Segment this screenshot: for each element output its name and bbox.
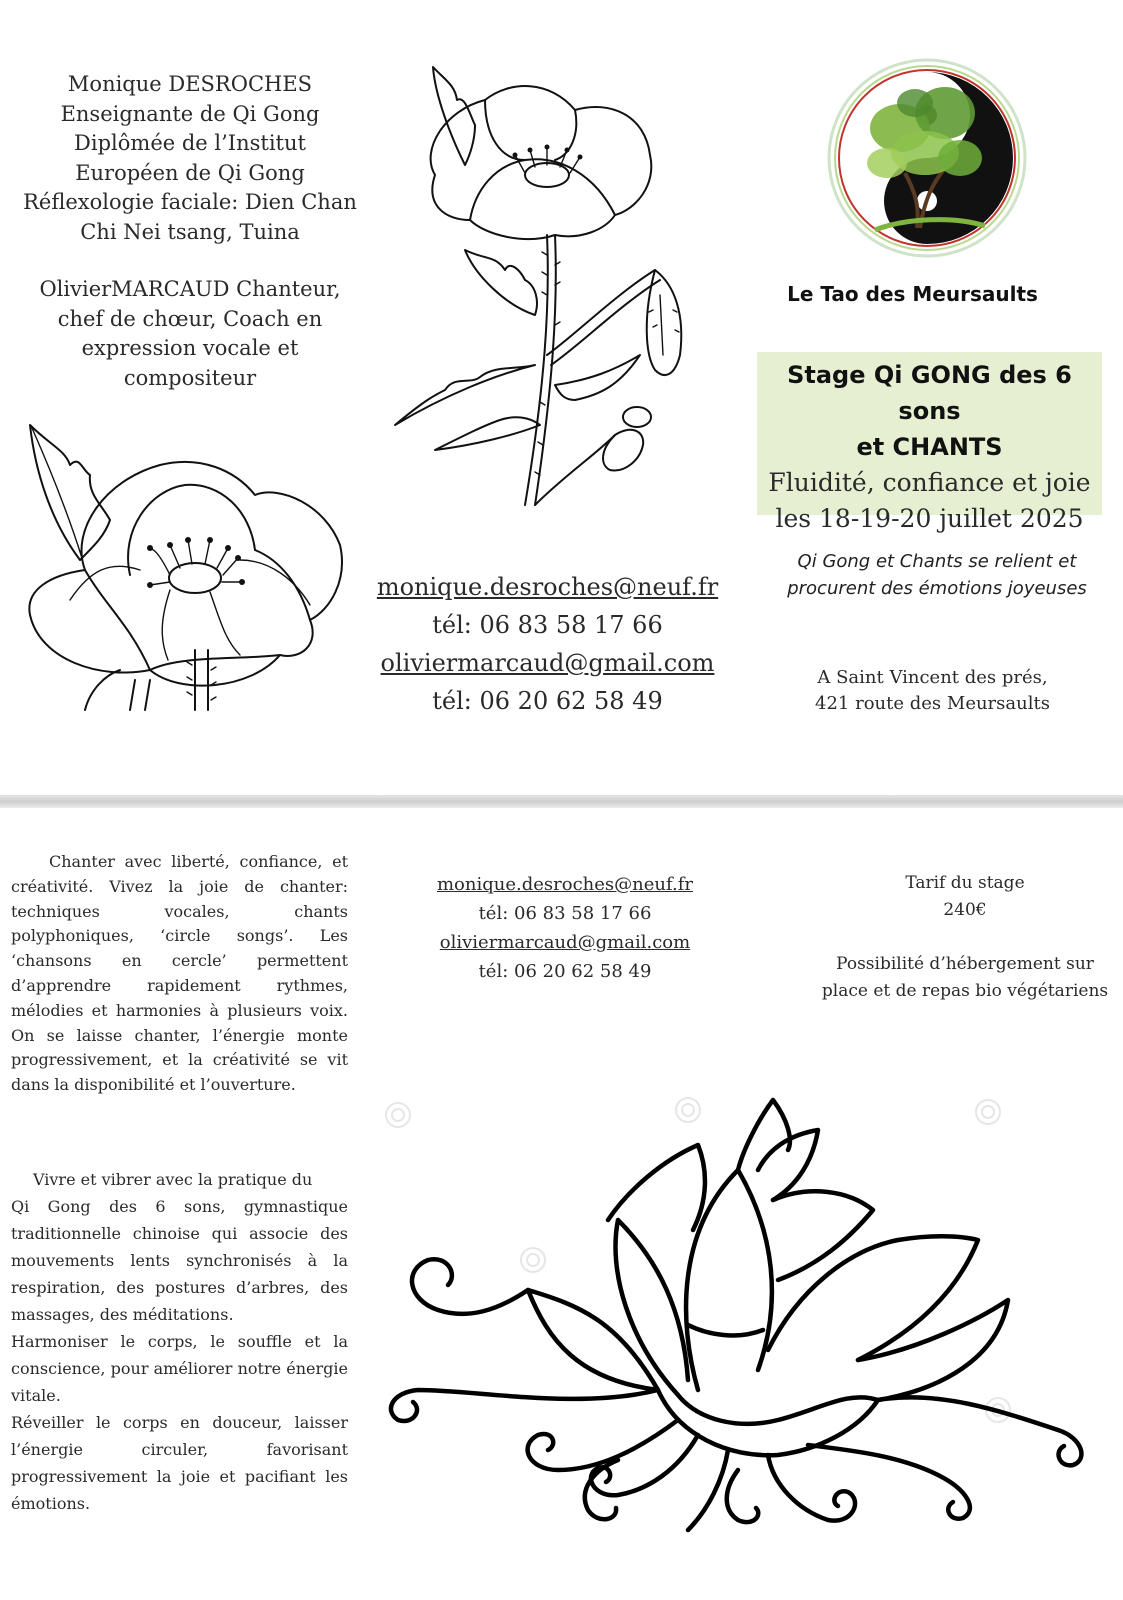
contact-block-inside [420,870,710,986]
harmoniser-text: Harmoniser le corps, le souffle et la conscience, pour améliorer notre énergie vitale. [11,1332,348,1405]
panel-separator [0,795,1123,808]
organization-name: Le Tao des Meursaults [787,282,1038,306]
address-line2: 421 route des Meursaults [815,693,1050,714]
tao-logo-image [815,58,1040,263]
tarif-block [820,870,1110,1005]
stage-title-line1: Stage Qi GONG des 6 sons [787,361,1072,425]
hebergement-line2: place et de repas bio végétariens [821,981,1109,1001]
stage-dates: les 18-19-20 juillet 2025 [775,504,1084,533]
reveiller-text: Réveiller le corps en douceur, laisser l’énergie circuler, favorisant progressivement la joie et pacifiant les émotions. [11,1413,348,1513]
bio-line: Enseignante de Qi Gong [60,101,320,126]
tagline [757,548,1117,602]
chant-paragraph: Chanter avec liberté, confiance, et créativité. Vivez la joie de chanter: techniques vocales, chants polyphoniques, ‘circle songs’. Les ‘chansons en cercle’ permettent d’apprendre rapidement rythmes, mélodies et harmonies à plusieurs voix. On se laisse chanter, l’énergie monte progressivement, et la créativité se vit dans la disponibilité et l’ouverture. [11,852,348,1095]
bio-line: Diplômée de l’Institut [74,131,306,155]
bio-line: Réflexologie faciale: Dien Chan [23,190,357,214]
bio-line: OlivierMARCAUD Chanteur, [39,277,341,301]
qigong-intro: Vivre et vibrer avec la pratique du [33,1170,313,1189]
tagline-line1: Qi Gong et Chants se relient et [797,551,1077,572]
email-link-monique[interactable]: monique.desroches@neuf.fr [376,573,719,601]
phone-monique: tél: 06 83 58 17 66 [432,611,663,639]
stage-highlight-box [757,352,1102,533]
poppy-flower-illustration [10,410,350,720]
poppy-stem-illustration [375,55,720,510]
brochure-inside-panel [0,808,1123,1600]
tarif-label: Tarif du stage [905,873,1025,893]
tagline-line2: procurent des émotions joyeuses [787,578,1087,599]
contact-block [375,568,720,720]
brochure-outside-panel [0,0,1123,795]
bio-line: Chi Nei tsang, Tuina [80,219,300,244]
bio-block [20,70,360,393]
email-link-olivier[interactable]: oliviermarcaud@gmail.com [380,649,715,677]
address-line1: A Saint Vincent des prés, [817,667,1048,688]
bio-line: Européen de Qi Gong [75,160,305,185]
lotus-flower-illustration [378,1090,1093,1545]
stage-title-line2: et CHANTS [856,433,1003,461]
address-block [790,665,1075,717]
stage-subtitle: Fluidité, confiance et joie [768,468,1091,497]
email-link-olivier-inside[interactable]: oliviermarcaud@gmail.com [439,932,691,953]
bio-line: Monique DESROCHES [67,72,313,96]
hebergement-line1: Possibilité d’hébergement sur [836,954,1094,974]
phone-olivier: tél: 06 20 62 58 49 [432,687,663,715]
qigong-text: Qi Gong des 6 sons, gymnastique traditionnelle chinoise qui associe des mouvements lents synchronisés à la respiration, des postures d’arbres, des massages, des méditations. [11,1197,348,1324]
tarif-price: 240€ [943,900,987,920]
qigong-paragraph-block [11,1166,348,1517]
phone-monique-inside: tél: 06 83 58 17 66 [478,903,652,924]
bio-line: compositeur [123,365,257,390]
email-link-monique-inside[interactable]: monique.desroches@neuf.fr [436,874,693,895]
bio-line: expression vocale et [81,336,299,360]
bio-line: chef de chœur, Coach en [57,306,323,331]
phone-olivier-inside: tél: 06 20 62 58 49 [478,961,652,982]
